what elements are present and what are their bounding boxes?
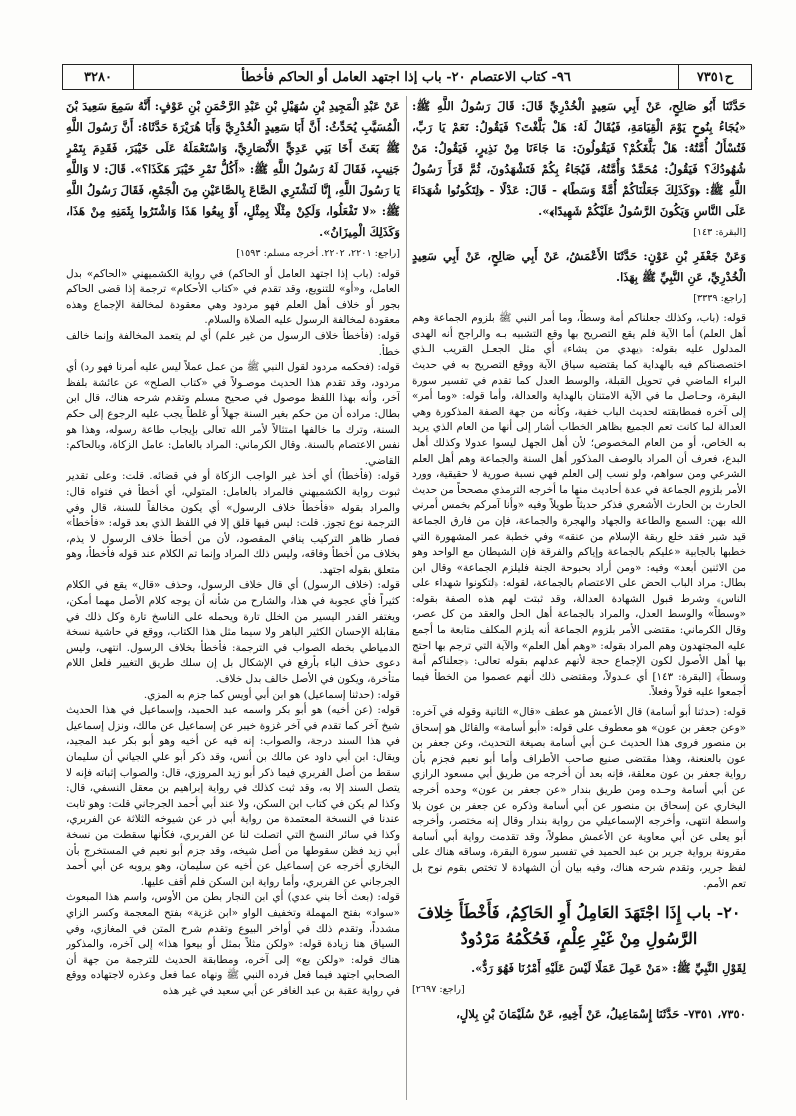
hadith-text-2: وَعَنْ جَعْفَرِ بْنِ عَوْنٍ: حَدَّثَنَا الأَعْمَشُ، عَنْ أَبِي صَالِحٍ، عَنْ أَبِي سَعِيدٍ الْخُدْرِيِّ، عَنِ النَّبِيِّ ﷺ بِهَذَا. bbox=[412, 248, 746, 284]
chapter-hadith-text: لِقَوْلِ النَّبِيِّ ﷺ: «مَنْ عَمِلَ عَمَلًا لَيْسَ عَلَيْهِ أَمْرُنَا فَهُوَ رَدٌّ». bbox=[471, 961, 746, 976]
page-header bbox=[62, 64, 752, 90]
hadith-text-3: ٧٣٥٠، ٧٣٥١- حَدَّثَنَا إِسْمَاعِيلُ، عَنْ أَخِيهِ، عَنْ سُلَيْمَانَ بْنِ بِلالٍ، bbox=[456, 1006, 746, 1021]
hadith-reference-1: [البقرة: ١٤٣] bbox=[693, 227, 746, 238]
header-page-number: ٣٢٨٠ bbox=[63, 65, 134, 89]
header-chapter-title: ٩٦- كتاب الاعتصام ٢٠- باب إذا اجتهد العامل أو الحاكم فأخطأ bbox=[241, 69, 571, 85]
chapter-heading: ٢٠- باب إِذَا اجْتَهَدَ العَامِلُ أَوِ الحَاكِمُ، فَأَخْطَأَ خِلافَ الرَّسُولِ مِنْ غَيْرِ عِلْمٍ، فَحُكْمُهُ مَرْدُودٌ bbox=[417, 903, 741, 949]
right-column bbox=[412, 96, 746, 1100]
hadith-text-continued: عَنْ عَبْدِ الْمَجِيدِ بْنِ سُهَيْلِ بْنِ عَبْدِ الرَّحْمَنِ بْنِ عَوْفٍ: أَنَّهُ سَمِعَ سَعِيدَ بْنَ الْمُسَيَّبِ يُحَدِّثُ: أَنَّ أَبَا سَعِيدٍ الْخُدْرِيَّ وَأَبَا هُرَيْرَةَ حَدَّثَاهُ: أَنَّ رَسُولَ اللَّهِ ﷺ بَعَثَ أَخَا بَنِي عَدِيٍّ الأَنْصَارِيَّ، وَاسْتَعْمَلَهُ عَلَى خَيْبَرَ، فَقَدِمَ بِتَمْرٍ جَنِيبٍ، فَقَالَ لَهُ رَسُولُ اللَّهِ ﷺ: «أَكُلُّ تَمْرِ خَيْبَرَ هَكَذَا؟». قَالَ: لا وَاللَّهِ يَا رَسُولَ اللَّهِ، إِنَّا لَنَشْتَرِي الصَّاعَ بِالصَّاعَيْنِ مِنَ الْجَمْعِ، فَقَالَ رَسُولُ اللَّهِ ﷺ: «لا تَفْعَلُوا، وَلَكِنْ مِثْلًا بِمِثْلٍ، أَوْ بِيعُوا هَذَا وَاشْتَرُوا بِثَمَنِهِ مِنْ هَذَا، وَكَذَلِكَ الْمِيزَانُ». bbox=[66, 99, 400, 239]
hadith-reference-2: [راجع: ٣٣٣٩] bbox=[693, 292, 746, 304]
hadith-text-1: حَدَّثَنَا أَبُو صَالِحٍ، عَنْ أَبِي سَعِيدٍ الْخُدْرِيِّ قَالَ: قَالَ رَسُولُ اللَّهِ ﷺ: «يُجَاءُ بِنُوحٍ يَوْمَ الْقِيَامَةِ، فَيُقَالُ لَهُ: هَلْ بَلَّغْتَ؟ فَيَقُولُ: نَعَمْ يَا رَبِّ، فَتُسْأَلُ أُمَّتُهُ: هَلْ بَلَّغَكُمْ؟ فَيَقُولُونَ: مَا جَاءَنَا مِنْ نَذِيرٍ، فَيَقُولُ: مَنْ شُهُودُكَ؟ فَيَقُولُ: مُحَمَّدٌ وَأُمَّتُهُ، فَيُجَاءُ بِكُمْ فَتَشْهَدُونَ، ثُمَّ قَرَأَ رَسُولُ اللَّهِ ﷺ: ﴿وَكَذَلِكَ جَعَلْنَاكُمْ أُمَّةً وَسَطًا﴾ - قَالَ: عَدْلًا - ﴿لِتَكُونُوا شُهَدَاءَ عَلَى النَّاسِ وَيَكُونَ الرَّسُولُ عَلَيْكُمْ شَهِيدًا﴾». bbox=[412, 99, 746, 218]
left-column bbox=[66, 96, 400, 1100]
commentary-paragraph-left: قوله: (باب إذا اجتهد العامل أو الحاكم) في رواية الكشميهني «الحاكم» بدل العامل، و«أو» للتنويع، وقد تقدم في «كتاب الأحكام» ترجمة إذا قضى الحاكم بجور أو خلاف أهل العلم فهو مردود وهي معقودة لمخالفة الإجماع وهذه معقودة لمخالفة الرسول عليه الصلاة والسلام. قوله: (فأخطأ خلاف الرسول من غير علم) أي لم يتعمد المخالفة وإنما خالف خطأ. قوله: (فحكمه مردود لقول النبي ﷺ من عمل عملاً ليس عليه أمرنا فهو رد) أي مردود، وقد تقدم هذا الحديث موصـولاً في «كتاب الصلح» عن عائشة بلفظ آخر، وأنه بهذا اللفظ موصول في صحيح مسلم وتقدم شرحه هناك، قال ابن بطال: مراده أن من حكم بغير السنة جهلاً أو غلطاً يجب عليه الرجوع إلى حكم السنة، وترك ما خالفها امتثالاً لأمر الله تعالى بإيجاب طاعة رسوله، وهذا هو نفس الاعتصام بالسنة. وقال الكرماني: المراد بالعامل: عامل الزكاة، وبالحاكم: القاضي. قوله: (فأخطأ) أي أخذ غير الواجب الزكاة أو في قضائه. قلت: وعلى تقدير ثبوت رواية الكشميهني فالمراد بالعامل: المتولي، أي أخطأ في فتواه قال: والمراد بقوله «فأخطأ خلاف الرسول» أي يكون مخالفاً للسنة، قال وفي الترجمة نوع تجوز. قلت: ليس فيها قلق إلا في اللفظ الذي بعد قوله: «فأخطأ» فصار ظاهر التركيب ينافي المقصود، لأن من أخطأ خلاف الرسول لا يذم، بخلاف من أخطأ وفاقه، وليس ذلك المراد وإنما تم الكلام عند قوله فأخطأ، وهو متعلق بقوله اجتهد. قوله: (خلاف الرسول) أي قال خلاف الرسول، وحذف «قال» يقع في الكلام كثيراً فأي عجوبة في هذا، والشارح من شأنه أن يوجه كلام الأصل مهما أمكن، ويغتفر القدر اليسير من الخلل تارة ويحمله على الناسخ تارة وكل ذلك في مقابلة الإحسان الكثير الباهر ولا سيما مثل هذا الكتاب، ووقع في حاشية نسخة الدمياطي بخطه الصواب في الترجمة: فأخطأ بخلاف الرسول. انتهى، وليس دعوى حذف الباء بأرفع في الإشكال بل إن سلك طريق التغيير فلعل اللام متأخرة، ويكون في الأصل خالف بدل خلاف. قوله: (حدثنا إسماعيل) هو ابن أبي أويس كما جزم به المزي. قوله: (عن أخيه) هو أبو بكر واسمه عبد الحميد، وإسماعيل في هذا الحديث شيخ آخر كما تقدم في آخر غزوة خيبر عن إسماعيل عن مالك، ونزل إسماعيل في هذا السند درجة، والصواب: إنه فيه عن أخيه وهو أبو بكر عبد المجيد، ويقال: ابن أبي داود عن مالك بن أنس، وقد ذكر أبو علي الجياني أن سليمان سقط من أصل الفربري فيما ذكر أبو زيد المروزي، قال: والصواب إثباته فإنه لا يتصل السند إلا به، وقد ثبت كذلك في رواية إبراهيم بن معقل النسفي، قال: وكذا لم يكن في كتاب ابن السكن، ولا عند أبي أحمد الجرجاني قلت: وهو ثابت عندنا في النسخة المعتمدة من رواية أبي ذر عن شيوخه الثلاثة عن الفربري، وكذا في سائر النسخ التي اتصلت لنا عن الفربري، فكأنها سقطت من نسخة أبي زيد فظن سقوطها من أصل شيخه، وقد جزم أبو نعيم في المستخرج بأن البخاري أخرجه عن إسماعيل عن أخيه عن سليمان، وهو يرويه عن أبي أحمد الجرجاني عن الفربري، وأما رواية ابن السكن فلم أقف عليها. قوله: (بعث أخا بني عدي) أي ابن النجار بطن من الأوس، واسم هذا المبعوث «سواد» بفتح المهملة وتخفيف الواو «ابن غزية» بفتح المعجمة وكسر الزاي مشدداً، وتقدم ذلك في أواخر البيوع وتقدم شرح المتن في المغازي، وفي السياق هنا زيادة قوله: «ولكن مثلاً بمثل أو بيعوا هذا» إلى آخره، والمذكور هناك قوله: «ولكن بع» إلى آخره، ومطابقة الحديث للترجمة من جهة أن الصحابي اجتهد فيما فعل فرده النبي ﷺ ونهاه عما فعل وعذره لاجتهاده ووقع في رواية عقبة بن عبد الغافر عن أبي سعيد في غير هذه bbox=[66, 267, 400, 997]
header-hadith-number: ح٧٣٥١ bbox=[678, 65, 751, 89]
column-divider bbox=[406, 96, 407, 1100]
commentary-paragraph-2: قوله: (حدثنا أبو أسامة) قال الأعمش هو عطف «قال» الثانية وقوله في آخره: «وعن جعفر بن عون» هو معطوف على قوله: «أبو أسامة» والقائل هو إسحاق بن منصور فروى هذا الحديث عـن أبي أسامة بصيغة التحديث، وعن جعفر بن عون بالعنعنة، وهذا مقتضى صنيع صاحب الأطراف وأما أبو نعيم فجزم بأن رواية جعفر بن عون معلقة، فإنه بعد أن أخرجه من طريق أبي مسعود الرازي عن أبي أسامة وحـده ومن طريق بندار «عن جعفر بن عون» وحده أخرجه البخاري عن إسحاق بن منصور عن أبي أسامة وذكره عن جعفر بن عون بلا واسطة انتهى، وأخرجه الإسماعيلي من رواية بندار وقال إنه مختصر، وأخرجه أبو يعلى عن أبي معاوية عن الأعمش مطولاً، وقد تقدمت رواية أبي أسامة مقرونة برواية جرير بن عبد الحميد في تفسير سورة البقرة، وساقه هناك على لفظ جرير، وتقدم شرحه هناك، وفيه بيان أن الشهادة لا تختص بقوم نوح بل تعم الأمم. bbox=[412, 706, 746, 890]
hadith-reference-continued: [راجع: ٢٢٠١، ٢٢٠٢. أخرجه مسلم: ١٥٩٣] bbox=[236, 248, 400, 259]
commentary-paragraph-1: قوله: (باب، وكذلك جعلناكم أمة وسطاً، وما أمر النبي ﷺ بلزوم الجماعة وهم أهل العلم) أما الآية فلم يقع التصريح بها وقع التشبيه بـه والراجح أنه الهدى المدلول عليه بقوله: ﴿يهدي من يشاء﴾ أي مثل الجعـل القريب الـذي اختصصناكم فيه بالهداية كما يقتضيه سياق الآية ووقع التصريح به في حديث البراء الماضي في تحويل القبلة، والوسط العدل كما تقدم في تفسير سورة البقرة، وحـاصل ما في الآية الامتنان بالهداية والعدالة، وأما قوله: «وما أمر» إلى آخره فمطابقته لحديث الباب خفية، وكأنه من جهة الصفة المذكورة وهي العدالة لما كانت تعم الجميع بظاهر الخطاب أشار إلى أنها من العام الذي يريد به الخاص، أو من العام المخصوص؛ لأن أهل الجهل ليسوا عدولا وكذلك أهل البدع، فعرف أن المراد بالوصف المذكور أهل السنة والجماعة وهم أهل العلم الشرعي ومن سواهم، ولو نسب إلى العلم فهي نسبة صورية لا حقيقية، وورد الأمر بلزوم الجماعة في عدة أحاديث منها ما أخرجه الترمذي مصححاً من حديث الحارث بن الحارث الأشعري فذكر حديثاً طويلاً وفيه «وأنا آمركم بخمس أمرني الله بهن: السمع والطاعة والجهاد والهجرة والجماعة، فإن من فارق الجماعة قيد شبر فقد خلع ربقة الإسلام من عنقه» وفي خطبة عمر المشهورة التي خطبها بالجابية «عليكم بالجماعة وإياكم والفرقة فإن الشيطان مع الواحد وهو من الاثنين أبعد» وفيه: «ومن أراد بحبوحة الجنة فليلزم الجماعة» وقال ابن بطال: مراد الباب الحض على الاعتصام بالجماعة، لقوله: ﴿لتكونوا شهداء على الناس﴾ وشرط قبول الشهادة العدالة، وقد ثبتت لهم هذه الصفة بقوله: «وسطاً» والوسط العدل، والمراد بالجماعة أهل الحل والعقد من كل عصر، وقال الكرماني: مقتضى الأمر بلزوم الجماعة أنه يلزم المكلف متابعة ما أجمع عليه المجتهدون وهم المراد بقوله: «وهم أهل العلم» والآية التي ترجم بها احتج بها أهل الأصول لكون الإجماع حجة لأنهم عدلهم بقوله تعالى: ﴿جعلناكم أمة وسطاً﴾ [البقرة: ١٤٣] أي عـدولاً، ومقتضى ذلك أنهم عصموا من الخطأ فيما أجمعوا عليه قولاً وفعلاً. bbox=[412, 312, 746, 699]
chapter-reference: [راجع: ٢٦٩٧] bbox=[412, 984, 465, 996]
